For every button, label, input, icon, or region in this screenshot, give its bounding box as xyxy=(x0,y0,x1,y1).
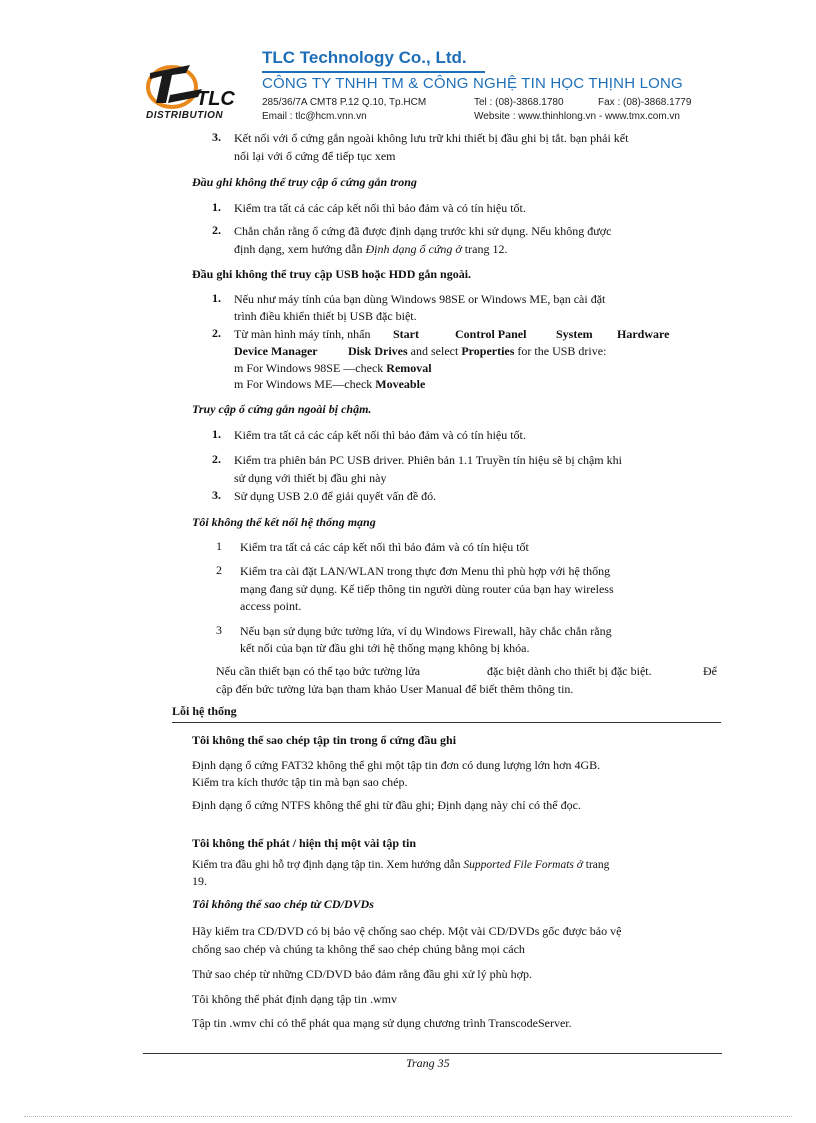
footer-rule xyxy=(143,1053,722,1054)
item-text: Kiểm tra tất cả các cáp kết nối thì bảo đảm và có tín hiệu tốt xyxy=(240,540,529,554)
note-text: Để xyxy=(703,664,717,678)
item-text: trình điều khiển thiết bị USB đặc biệt. xyxy=(234,309,417,323)
section-heading: Tôi không thể sao chép tập tin trong ổ cứng đầu ghi xyxy=(192,733,457,747)
item-text: Kết nối với ổ cứng gắn ngoài không lưu trữ khi thiết bị đầu ghi bị tắt. bạn phải kết xyxy=(234,131,629,145)
logo-text: TLC xyxy=(196,88,235,110)
paragraph: Thử sao chép từ những CD/DVD bảo đảm rằng đầu ghi xử lý phù hợp. xyxy=(192,967,532,981)
paragraph: Kiểm tra kích thước tập tin mà bạn sao chép. xyxy=(192,775,408,789)
menu-path-disk-drives: Disk Drives xyxy=(348,344,408,358)
menu-path-properties: Properties xyxy=(461,344,515,358)
item-text: Disk Drives and select Properties for the USB drive: xyxy=(348,344,607,358)
note-text: cập đến bức tường lửa bạn tham khảo User Manual để biết thêm thông tin. xyxy=(216,682,574,696)
section-heading: Truy cập ổ cứng gắn ngoài bị chậm. xyxy=(192,402,372,416)
item-number: 1. xyxy=(212,200,221,214)
section-heading: Đầu ghi không thể truy cập USB hoặc HDD gắn ngoài. xyxy=(192,267,472,281)
link-supported-formats: Supported File Formats ở xyxy=(463,859,583,871)
paragraph: Hãy kiểm tra CD/DVD có bị bảo vệ chống sao chép. Một vài CD/DVDs gốc được bảo vệ xyxy=(192,924,622,938)
page-edge xyxy=(24,1116,792,1117)
item-text: Kiểm tra tất cả các cáp kết nối thì bảo đảm và có tín hiệu tốt. xyxy=(234,428,526,442)
item-text: mạng đang sử dụng. Kế tiếp thông tin người dùng router của bạn hay wireless xyxy=(240,582,614,596)
paragraph: Định dạng ổ cứng NTFS không thể ghi từ đầu ghi; Định dạng này chỉ có thể đọc. xyxy=(192,798,581,812)
company-address: 285/36/7A CMT8 P.12 Q.10, Tp.HCM xyxy=(262,97,427,108)
item-text: Nếu như máy tính của bạn dùng Windows 98SE or Windows ME, bạn cài đặt xyxy=(234,292,606,306)
item-text: Từ màn hình máy tính, nhấn xyxy=(234,327,371,341)
item-text: Kiểm tra phiên bản PC USB driver. Phiên bản 1.1 Truyền tín hiệu sẽ bị chậm khi xyxy=(234,453,622,467)
note-text: Nếu cần thiết bạn có thể tạo bức tường lửa xyxy=(216,664,421,678)
item-number: 1 xyxy=(216,539,222,553)
item-number: 3. xyxy=(212,488,221,502)
company-website: Website : www.thinhlong.vn - www.tmx.com.vn xyxy=(474,111,680,122)
page-number: Trang 35 xyxy=(406,1056,450,1070)
item-text: kết nối của bạn từ đầu ghi tới hệ thống mạng không bị khóa. xyxy=(240,641,530,655)
bullet-item: m For Windows 98SE —check Removal xyxy=(234,361,432,375)
item-number: 2. xyxy=(212,452,221,466)
section-heading: Đầu ghi không thể truy cập ổ cứng gắn trong xyxy=(192,175,417,189)
section-heading: Tôi không thể phát / hiện thị một vài tập tin xyxy=(192,836,417,850)
major-heading: Lỗi hệ thống xyxy=(172,704,237,718)
menu-path-hardware: Hardware xyxy=(617,327,670,341)
item-number: 2. xyxy=(212,223,221,237)
paragraph: Định dạng ổ cứng FAT32 không thể ghi một tập tin đơn có dung lượng lớn hơn 4GB. xyxy=(192,758,601,772)
item-text: Kiểm tra tất cả các cáp kết nối thì bảo đảm và có tín hiệu tốt. xyxy=(234,201,526,215)
bullet-item: m For Windows ME—check Moveable xyxy=(234,377,426,391)
menu-path-start: Start xyxy=(393,327,419,341)
company-fax: Fax : (08)-3868.1779 xyxy=(598,97,692,108)
item-text: nối lại với ổ cứng để tiếp tục xem xyxy=(234,149,396,163)
link-format-hdd: Định dạng ổ cứng ở xyxy=(365,242,462,256)
paragraph: Kiểm tra đầu ghi hỗ trợ định dạng tập tin. Xem hướng dẫn Supported File Formats ở trang xyxy=(192,859,610,871)
company-name-vn: CÔNG TY TNHH TM & CÔNG NGHỆ TIN HỌC THỊNH LONG xyxy=(262,75,683,92)
menu-path-control-panel: Control Panel xyxy=(455,327,527,341)
menu-path-device-manager: Device Manager xyxy=(234,344,318,358)
item-number: 2. xyxy=(212,326,221,340)
item-text: access point. xyxy=(240,599,302,613)
paragraph: chống sao chép và chúng ta không thể sao chép chúng bằng mọi cách xyxy=(192,942,525,956)
item-text: sử dụng với thiết bị đầu ghi này xyxy=(234,471,387,485)
item-text: định dạng, xem hướng dẫn Định dạng ổ cứng ở trang 12. xyxy=(234,242,508,256)
item-text: Nếu bạn sử dụng bức tường lửa, ví dụ Windows Firewall, hãy chắc chắn rằng xyxy=(240,624,612,638)
paragraph: Tôi không thể phát định dạng tập tin .wmv xyxy=(192,992,397,1006)
item-number: 2 xyxy=(216,563,222,577)
item-number: 1. xyxy=(212,427,221,441)
item-number: 3. xyxy=(212,130,221,144)
note-text: đặc biệt dành cho thiết bị đặc biệt. xyxy=(487,664,652,678)
logo-subtext: DISTRIBUTION xyxy=(146,110,224,121)
paragraph: Tập tin .wmv chỉ có thể phát qua mạng sử dụng chương trình TranscodeServer. xyxy=(192,1016,572,1030)
heading-rule xyxy=(172,722,721,723)
item-number: 1. xyxy=(212,291,221,305)
section-heading: Tôi không thể sao chép từ CD/DVDs xyxy=(192,897,374,911)
paragraph: 19. xyxy=(192,874,207,888)
company-name-en: TLC Technology Co., Ltd. xyxy=(262,48,467,67)
item-text: Chắn chắn rằng ổ cứng đã được định dạng trước khi sử dụng. Nếu không được xyxy=(234,224,612,238)
section-heading: Tôi không thể kết nối hệ thống mạng xyxy=(192,515,376,529)
item-text: Kiểm tra cài đặt LAN/WLAN trong thực đơn Menu thì phù hợp với hệ thống xyxy=(240,564,611,578)
menu-path-system: System xyxy=(556,327,593,341)
company-email: Email : tlc@hcm.vnn.vn xyxy=(262,111,367,122)
item-text: Sử dụng USB 2.0 để giải quyết vấn đề đó. xyxy=(234,489,437,503)
header-underline xyxy=(262,71,485,73)
company-tel: Tel : (08)-3868.1780 xyxy=(474,97,564,108)
item-number: 3 xyxy=(216,623,222,637)
